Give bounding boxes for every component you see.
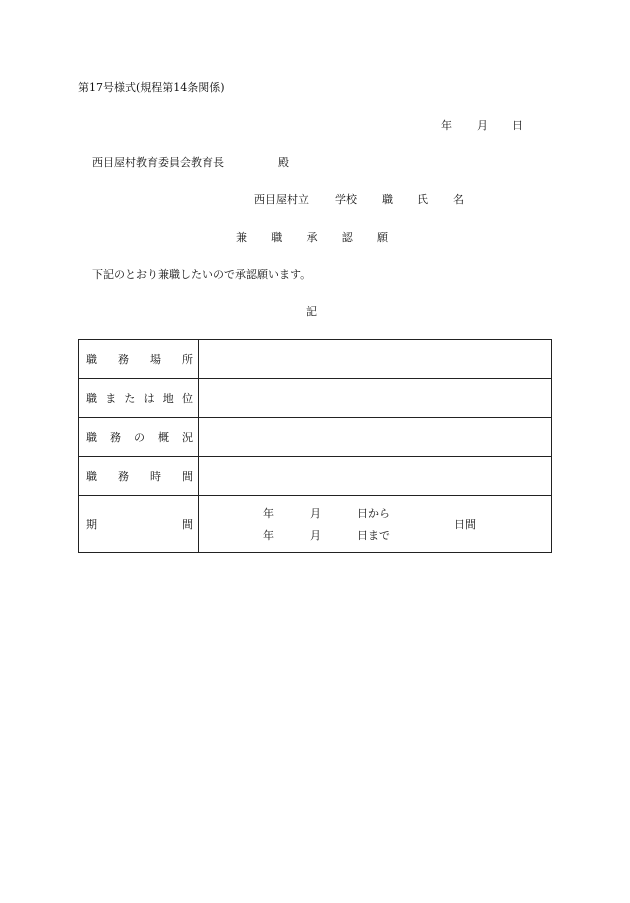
title-char: 認 <box>341 231 353 244</box>
row-value-position[interactable] <box>199 379 552 418</box>
title-char: 兼 <box>236 231 247 244</box>
title-char: 職 <box>271 231 283 244</box>
row-value-period[interactable] <box>199 496 552 553</box>
period-from-year: 年 <box>263 507 274 520</box>
application-table <box>78 339 552 553</box>
period-total-days: 日間 <box>454 518 476 531</box>
table-row <box>79 418 552 457</box>
row-value-hours[interactable] <box>199 457 552 496</box>
body-text: 下記のとおり兼職したいので承認願います。 <box>92 268 312 281</box>
table-row <box>79 379 552 418</box>
addressee-honorific: 殿 <box>278 156 289 169</box>
table-row <box>79 457 552 496</box>
row-label-workplace: 職 務 場 所 <box>79 340 199 379</box>
applicant-job: 職 <box>382 193 393 206</box>
title-char: 承 <box>306 231 318 244</box>
period-to-day: 日まで <box>357 529 390 542</box>
applicant-name-2: 名 <box>453 193 464 206</box>
addressee-name: 西目屋村教育委員会教育長 <box>92 156 224 169</box>
row-label-period: 期 間 <box>79 496 199 553</box>
row-label-hours: 職 務 時 間 <box>79 457 199 496</box>
applicant-name-1: 氏 <box>417 193 428 206</box>
document-title <box>236 232 388 243</box>
period-to-year: 年 <box>263 529 274 542</box>
title-char: 願 <box>377 231 388 244</box>
date-year-label: 年 <box>441 119 452 132</box>
row-label-overview: 職 務 の 概 況 <box>79 418 199 457</box>
date-month-label: 月 <box>477 119 488 132</box>
applicant-school: 西目屋村立 <box>254 193 309 206</box>
date-day-label: 日 <box>512 119 523 132</box>
table-row <box>79 340 552 379</box>
applicant-school-suffix: 学校 <box>335 193 357 206</box>
table-row-period <box>79 496 552 553</box>
form-number: 第17号様式(規程第14条関係) <box>78 81 225 94</box>
row-value-overview[interactable] <box>199 418 552 457</box>
ki-heading: 記 <box>306 305 317 318</box>
period-to-month: 月 <box>310 529 321 542</box>
row-label-position: 職 ま た は 地 位 <box>79 379 199 418</box>
period-from-day: 日から <box>357 507 390 520</box>
row-value-workplace[interactable] <box>199 340 552 379</box>
period-from-month: 月 <box>310 507 321 520</box>
